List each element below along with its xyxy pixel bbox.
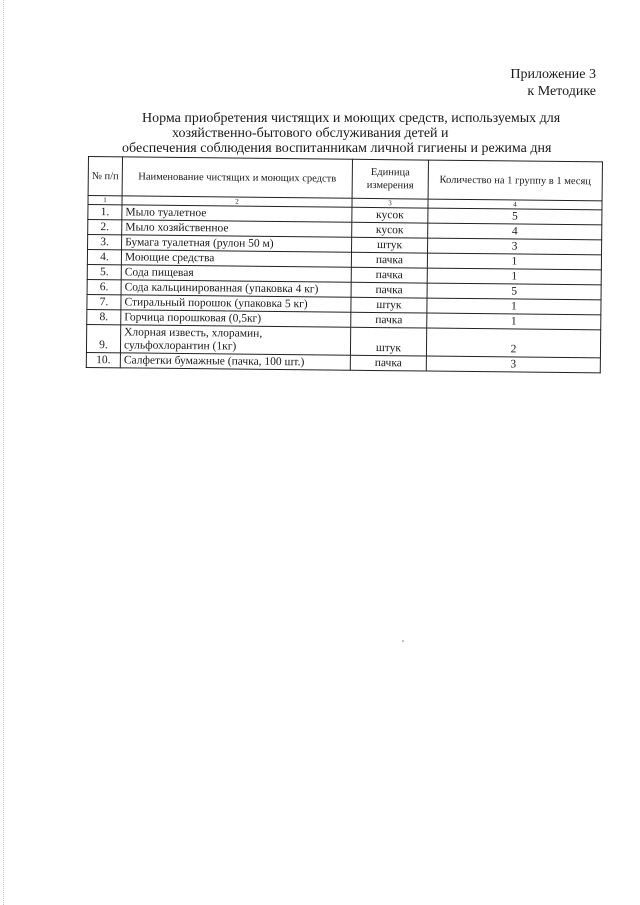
item-name: Салфетки бумажные (пачка, 100 шт.)	[120, 353, 350, 370]
item-unit: пачка	[350, 355, 426, 371]
item-unit: штук	[350, 327, 426, 356]
item-quantity: 3	[428, 238, 602, 255]
item-name: Сода кальцинированная (упаковка 4 кг)	[121, 280, 351, 297]
item-quantity: 1	[427, 253, 601, 270]
item-unit: пачка	[351, 312, 427, 328]
item-name: Мыло туалетное	[122, 205, 352, 222]
row-number: 10.	[86, 352, 120, 367]
item-quantity: 1	[427, 268, 601, 285]
table-header-row	[88, 157, 602, 201]
row-number: 9.	[86, 324, 120, 352]
row-number: 4.	[87, 250, 121, 265]
index-cell: 4	[428, 199, 602, 210]
item-quantity: 4	[428, 223, 602, 240]
row-number: 5.	[87, 264, 121, 279]
item-quantity: 5	[428, 208, 602, 225]
item-quantity: 2	[426, 328, 600, 358]
item-unit: пачка	[351, 282, 427, 298]
item-unit: пачка	[351, 267, 427, 283]
row-number: 3.	[88, 235, 122, 250]
appendix-line-1: Приложение 3	[510, 67, 596, 82]
item-name: Горчица порошковая (0,5кг)	[121, 310, 351, 327]
item-name: Бумага туалетная (рулон 50 м)	[122, 235, 352, 252]
item-unit: кусок	[352, 222, 428, 238]
title-line-2: хозяйственно-бытового обслуживания детей и	[172, 126, 449, 141]
title-line-1: Норма приобретения чистящих и моющих средств, используемых для	[142, 111, 561, 126]
title-line-3: обеспечения соблюдения воспитанникам личной гигиены и режима дня	[122, 141, 552, 156]
item-unit: пачка	[351, 252, 427, 268]
row-number: 8.	[87, 309, 121, 324]
row-number: 1.	[88, 205, 122, 220]
header-num: № п/п	[88, 157, 122, 196]
item-name: Сода пищевая	[121, 265, 351, 282]
header-name: Наименование чистящих и моющих средств	[122, 157, 352, 198]
item-unit: штук	[351, 297, 427, 313]
item-name: Хлорная известь, хлорамин, сульфохлорантин (1кг)	[120, 325, 350, 355]
item-name: Стиральный порошок (упаковка 5 кг)	[121, 295, 351, 312]
item-name: Моющие средства	[121, 250, 351, 267]
scan-speck	[402, 640, 404, 642]
row-number: 6.	[87, 279, 121, 294]
norms-table	[86, 156, 603, 373]
item-quantity: 1	[427, 298, 601, 315]
header-qty: Количество на 1 группу в 1 месяц	[428, 160, 602, 201]
index-cell: 2	[122, 196, 352, 207]
item-unit: штук	[352, 237, 428, 253]
row-number: 7.	[87, 294, 121, 309]
document-title	[116, 111, 596, 156]
item-name: Мыло хозяйственное	[122, 220, 352, 237]
header-unit: Единица измерения	[352, 159, 428, 199]
item-quantity: 3	[426, 356, 600, 373]
index-cell: 3	[352, 198, 428, 208]
index-cell: 1	[88, 196, 122, 205]
scan-edge-line	[3, 0, 4, 905]
item-quantity: 5	[427, 283, 601, 300]
appendix-label	[510, 66, 596, 100]
item-quantity: 1	[427, 313, 601, 330]
row-number: 2.	[88, 220, 122, 235]
item-unit: кусок	[352, 207, 428, 223]
appendix-line-2: к Методике	[527, 84, 596, 99]
